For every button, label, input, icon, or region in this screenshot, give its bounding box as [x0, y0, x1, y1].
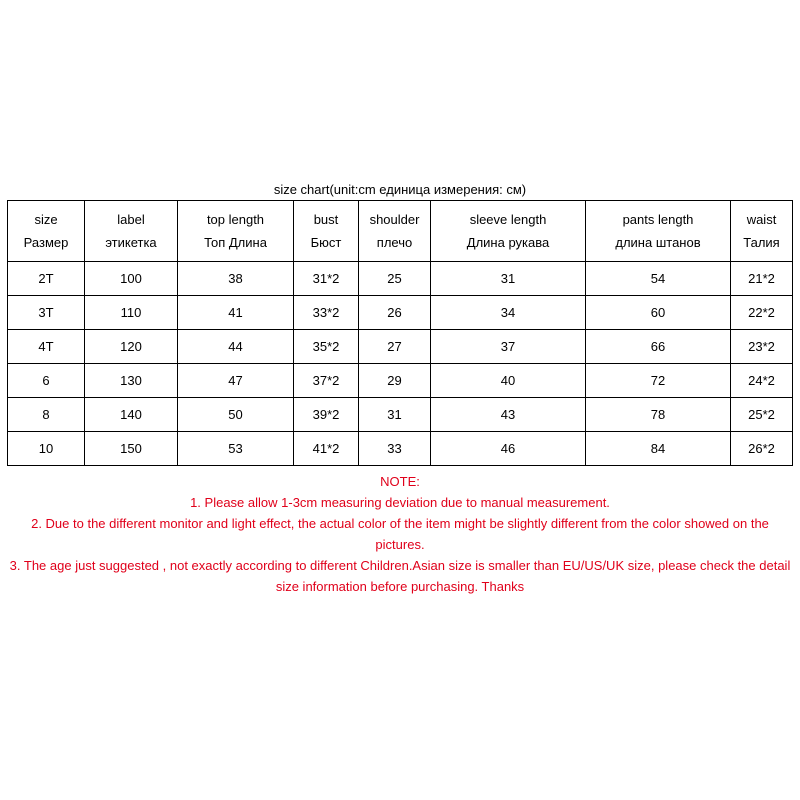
header-label-ru: Бюст: [310, 235, 342, 250]
cell-shoulder: 33: [359, 432, 431, 466]
header-label-ru: Топ Длина: [204, 235, 267, 250]
cell-pants-length: 54: [586, 262, 731, 296]
cell-pants-length: 60: [586, 296, 731, 330]
cell-pants-length: 84: [586, 432, 731, 466]
cell-waist: 21*2: [731, 262, 793, 296]
header-label-ru: этикетка: [105, 235, 157, 250]
table-row: [8, 296, 793, 330]
cell-sleeve-length: 43: [431, 398, 586, 432]
header-label-ru: Длина рукава: [466, 235, 550, 250]
note-item-2: 2. Due to the different monitor and light effect, the actual color of the item might be slightly different from the color showed on the pictures.: [31, 516, 769, 552]
cell-size: 6: [8, 364, 85, 398]
header-bust: [294, 201, 359, 262]
cell-top-length: 53: [178, 432, 294, 466]
cell-top-length: 41: [178, 296, 294, 330]
cell-bust: 31*2: [294, 262, 359, 296]
header-label-ru: длина штанов: [615, 235, 701, 250]
header-label-ru: Размер: [23, 235, 69, 250]
cell-label: 140: [85, 398, 178, 432]
cell-sleeve-length: 37: [431, 330, 586, 364]
header-label-en: size: [34, 212, 58, 227]
cell-size: 10: [8, 432, 85, 466]
cell-top-length: 50: [178, 398, 294, 432]
table-row: [8, 432, 793, 466]
cell-shoulder: 27: [359, 330, 431, 364]
header-label-en: shoulder: [369, 212, 420, 227]
cell-label: 150: [85, 432, 178, 466]
cell-size: 8: [8, 398, 85, 432]
cell-pants-length: 66: [586, 330, 731, 364]
cell-pants-length: 72: [586, 364, 731, 398]
cell-waist: 25*2: [731, 398, 793, 432]
table-row: [8, 262, 793, 296]
cell-sleeve-length: 31: [431, 262, 586, 296]
cell-bust: 41*2: [294, 432, 359, 466]
cell-top-length: 38: [178, 262, 294, 296]
cell-bust: 33*2: [294, 296, 359, 330]
cell-waist: 26*2: [731, 432, 793, 466]
cell-waist: 24*2: [731, 364, 793, 398]
header-label-en: bust: [313, 212, 339, 227]
cell-pants-length: 78: [586, 398, 731, 432]
header-label-en: label: [117, 212, 145, 227]
header-label-en: waist: [746, 212, 777, 227]
cell-bust: 37*2: [294, 364, 359, 398]
table-header-row: [8, 201, 793, 262]
note-item-1: 1. Please allow 1-3cm measuring deviation due to manual measurement.: [190, 495, 610, 510]
notes-section: [0, 471, 800, 597]
header-label-en: pants length: [622, 212, 694, 227]
header-label-ru: Талия: [743, 235, 780, 250]
note-item-3: 3. The age just suggested , not exactly according to different Children.Asian size is smaller than EU/US/UK size, please check the detail size information before purchasing. Thanks: [9, 558, 791, 594]
size-chart-table: [7, 200, 793, 466]
cell-sleeve-length: 46: [431, 432, 586, 466]
header-label-ru: плечо: [376, 235, 413, 250]
cell-sleeve-length: 40: [431, 364, 586, 398]
size-chart-caption: size chart(unit:cm единица измерения: см): [273, 182, 527, 197]
table-row: [8, 364, 793, 398]
cell-size: 3T: [8, 296, 85, 330]
cell-bust: 35*2: [294, 330, 359, 364]
cell-waist: 23*2: [731, 330, 793, 364]
cell-label: 120: [85, 330, 178, 364]
notes-title: NOTE:: [380, 474, 420, 489]
cell-sleeve-length: 34: [431, 296, 586, 330]
header-size: [8, 201, 85, 262]
header-waist: [731, 201, 793, 262]
cell-shoulder: 25: [359, 262, 431, 296]
cell-waist: 22*2: [731, 296, 793, 330]
header-label: [85, 201, 178, 262]
cell-shoulder: 29: [359, 364, 431, 398]
cell-size: 2T: [8, 262, 85, 296]
header-label-en: top length: [206, 212, 265, 227]
cell-bust: 39*2: [294, 398, 359, 432]
cell-size: 4T: [8, 330, 85, 364]
table-row: [8, 398, 793, 432]
cell-shoulder: 26: [359, 296, 431, 330]
cell-label: 130: [85, 364, 178, 398]
table-row: [8, 330, 793, 364]
cell-top-length: 44: [178, 330, 294, 364]
cell-label: 100: [85, 262, 178, 296]
header-sleeve-length: [431, 201, 586, 262]
cell-top-length: 47: [178, 364, 294, 398]
header-label-en: sleeve length: [469, 212, 547, 227]
header-shoulder: [359, 201, 431, 262]
header-pants-length: [586, 201, 731, 262]
cell-label: 110: [85, 296, 178, 330]
cell-shoulder: 31: [359, 398, 431, 432]
header-top-length: [178, 201, 294, 262]
